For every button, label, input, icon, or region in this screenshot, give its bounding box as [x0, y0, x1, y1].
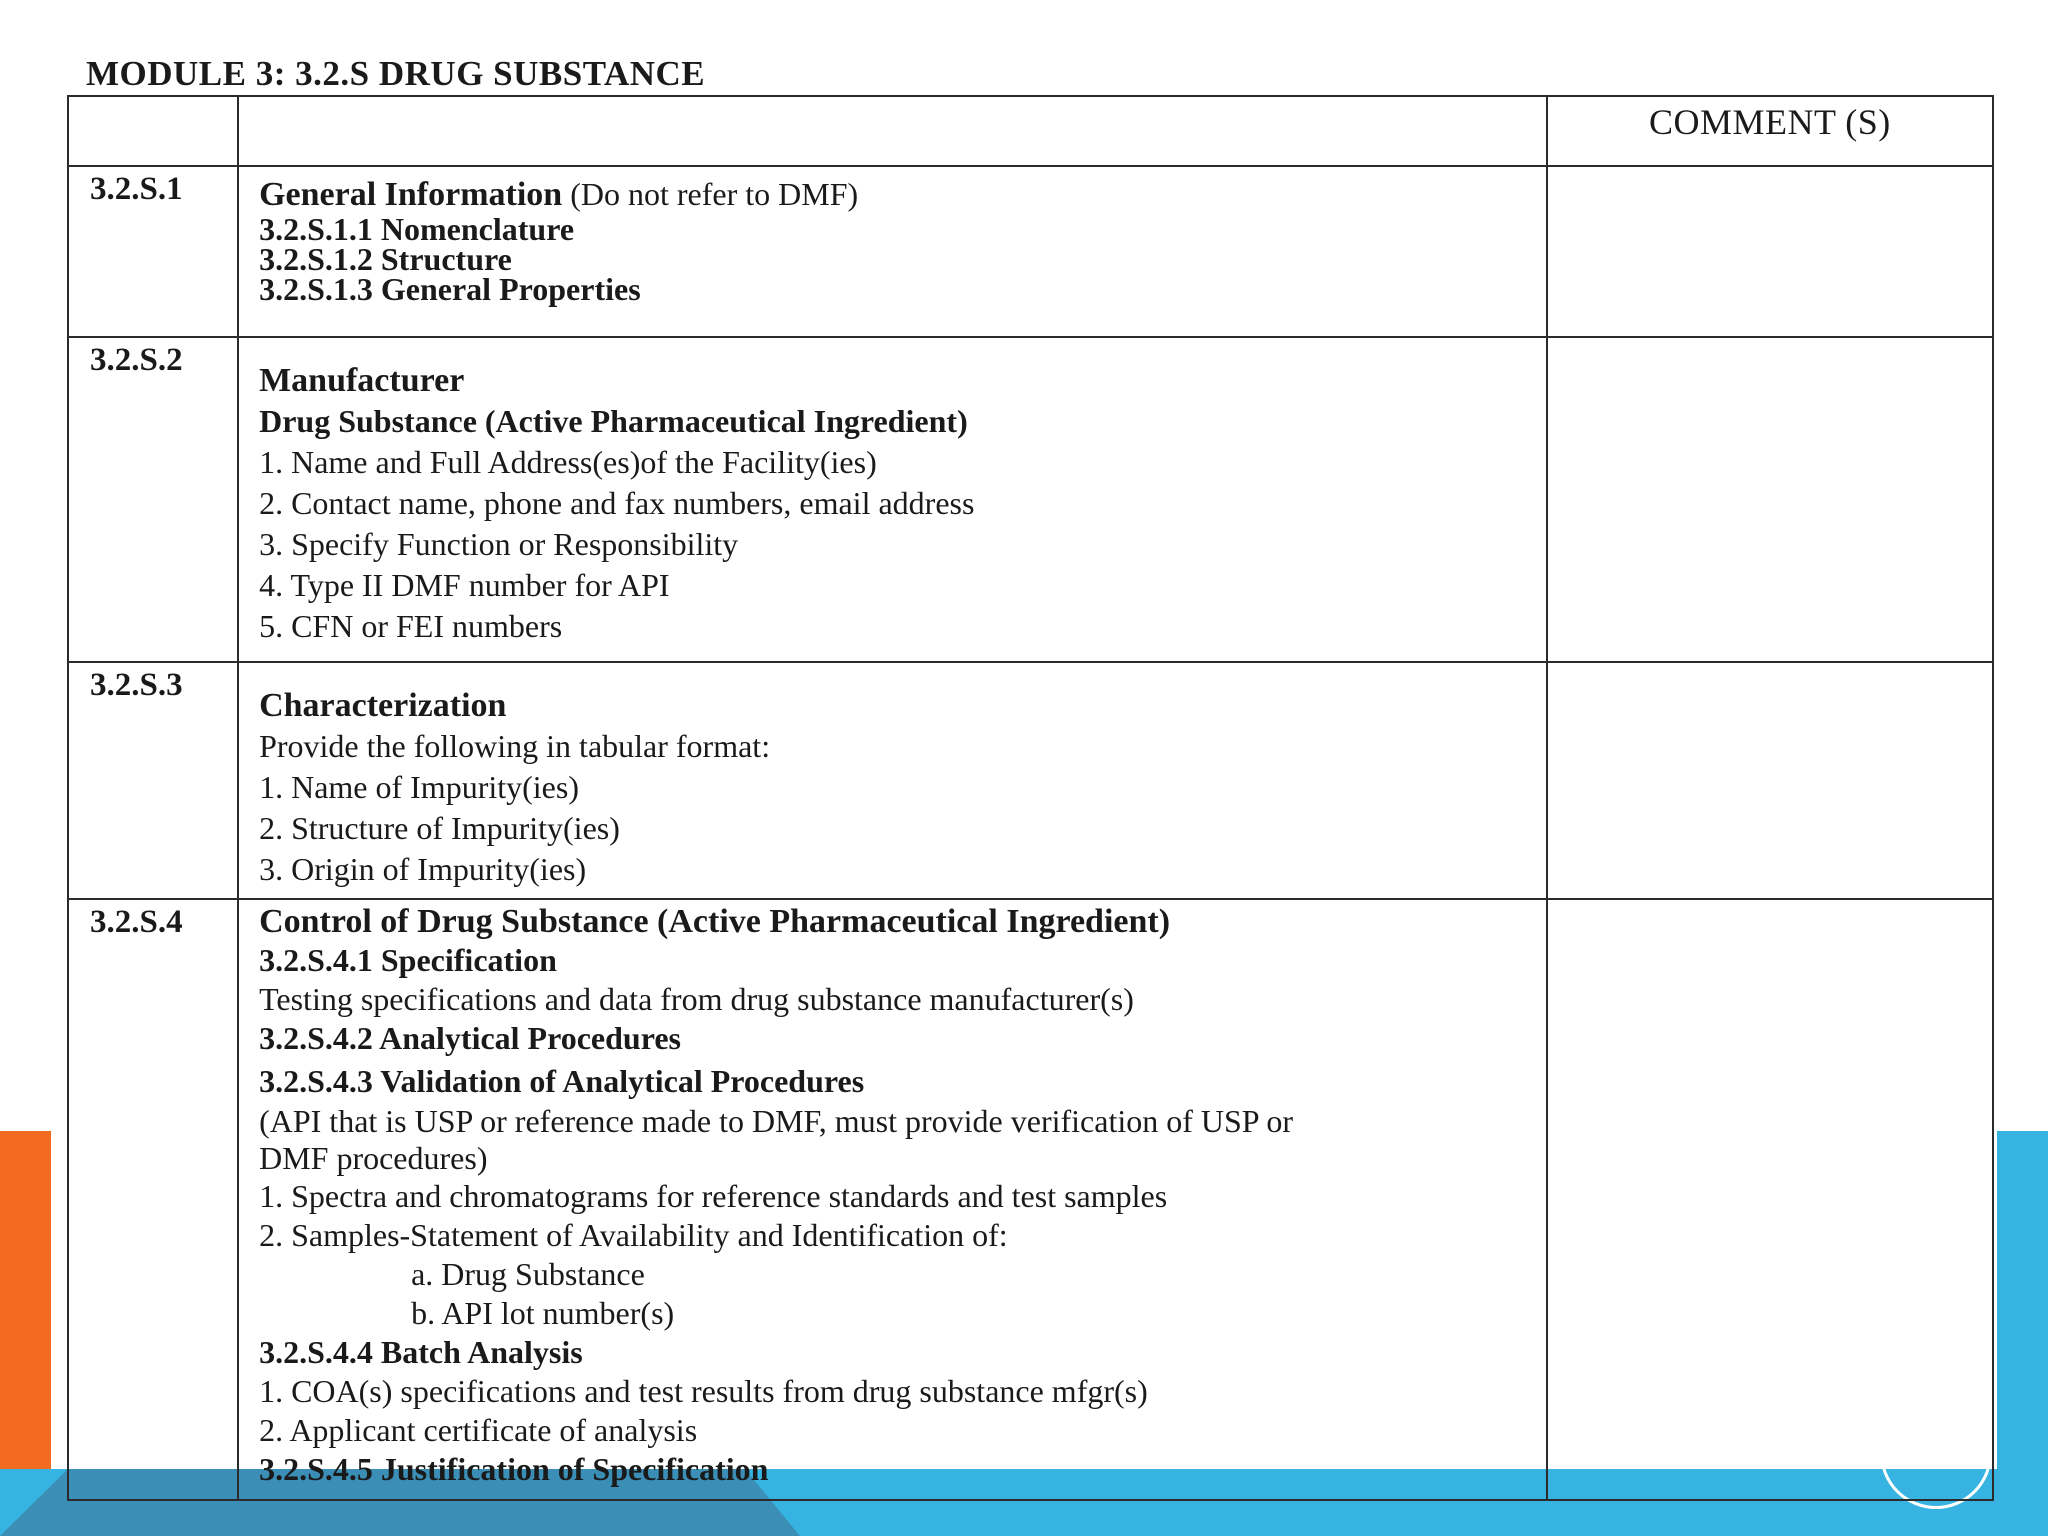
section-heading-note: (Do not refer to DMF)	[570, 176, 859, 212]
table-row	[68, 662, 1993, 899]
drug-substance-table	[67, 95, 1994, 1501]
table-row	[68, 899, 1993, 1500]
subsection-note: DMF procedures)	[259, 1140, 488, 1176]
section-id: 3.2.S.4	[68, 899, 238, 1500]
table-row	[68, 166, 1993, 337]
subsection-item: 3.2.S.1.1 Nomenclature	[259, 211, 575, 247]
comment-cell[interactable]	[1547, 166, 1993, 337]
section-id: 3.2.S.2	[68, 337, 238, 662]
section-heading: Manufacturer	[259, 362, 465, 399]
list-item: 3. Specify Function or Responsibility	[259, 526, 739, 562]
section-content	[238, 662, 1547, 899]
list-item: 4. Type II DMF number for API	[259, 567, 670, 603]
section-content	[238, 337, 1547, 662]
subsection-heading: 3.2.S.4.5 Justification of Specification	[259, 1451, 769, 1487]
list-item: 2. Applicant certificate of analysis	[259, 1412, 698, 1448]
header-content-cell	[238, 96, 1547, 166]
subsection-text: Testing specifications and data from drug substance manufacturer(s)	[259, 981, 1134, 1017]
header-id-cell	[68, 96, 238, 166]
list-item: 1. Name of Impurity(ies)	[259, 769, 579, 805]
comment-cell[interactable]	[1547, 337, 1993, 662]
subsection-heading: 3.2.S.4.1 Specification	[259, 942, 557, 978]
list-item: 5. CFN or FEI numbers	[259, 608, 563, 644]
section-id: 3.2.S.1	[68, 166, 238, 337]
subsection-note: (API that is USP or reference made to DMF, must provide verification of USP or	[259, 1103, 1294, 1139]
list-item: 1. Name and Full Address(es)of the Facility(ies)	[259, 444, 877, 480]
section-content	[238, 899, 1547, 1500]
comment-cell[interactable]	[1547, 899, 1993, 1500]
section-heading: General Information	[259, 176, 563, 213]
sub-list-item: b. API lot number(s)	[411, 1295, 675, 1331]
section-intro: Provide the following in tabular format:	[259, 728, 771, 764]
subsection-item: 3.2.S.1.3 General Properties	[259, 271, 641, 307]
section-content	[238, 166, 1547, 337]
list-item: 2. Structure of Impurity(ies)	[259, 810, 620, 846]
comment-cell[interactable]	[1547, 662, 1993, 899]
section-heading: Characterization	[259, 687, 507, 724]
sub-list-item: a. Drug Substance	[411, 1256, 645, 1292]
section-id: 3.2.S.3	[68, 662, 238, 899]
subsection-heading: 3.2.S.4.2 Analytical Procedures	[259, 1020, 681, 1056]
subsection-heading: 3.2.S.4.4 Batch Analysis	[259, 1334, 583, 1370]
list-item: 2. Contact name, phone and fax numbers, email address	[259, 485, 975, 521]
comment-column-header: COMMENT (S)	[1547, 96, 1993, 166]
list-item: 3. Origin of Impurity(ies)	[259, 851, 587, 887]
section-heading-line	[259, 175, 1526, 214]
section-heading: Control of Drug Substance (Active Pharmaceutical Ingredient)	[259, 903, 1171, 940]
subsection-item: 3.2.S.1.2 Structure	[259, 241, 512, 277]
subsection-heading: 3.2.S.4.3 Validation of Analytical Procedures	[259, 1063, 865, 1099]
section-subheading: Drug Substance (Active Pharmaceutical Ingredient)	[259, 403, 968, 439]
list-item: 1. COA(s) specifications and test results from drug substance mfgr(s)	[259, 1373, 1148, 1409]
list-item: 1. Spectra and chromatograms for reference standards and test samples	[259, 1178, 1168, 1214]
table-row	[68, 337, 1993, 662]
module-title: MODULE 3: 3.2.S DRUG SUBSTANCE	[86, 54, 706, 93]
table-header-row	[68, 96, 1993, 166]
list-item: 2. Samples-Statement of Availability and Identification of:	[259, 1217, 1008, 1253]
